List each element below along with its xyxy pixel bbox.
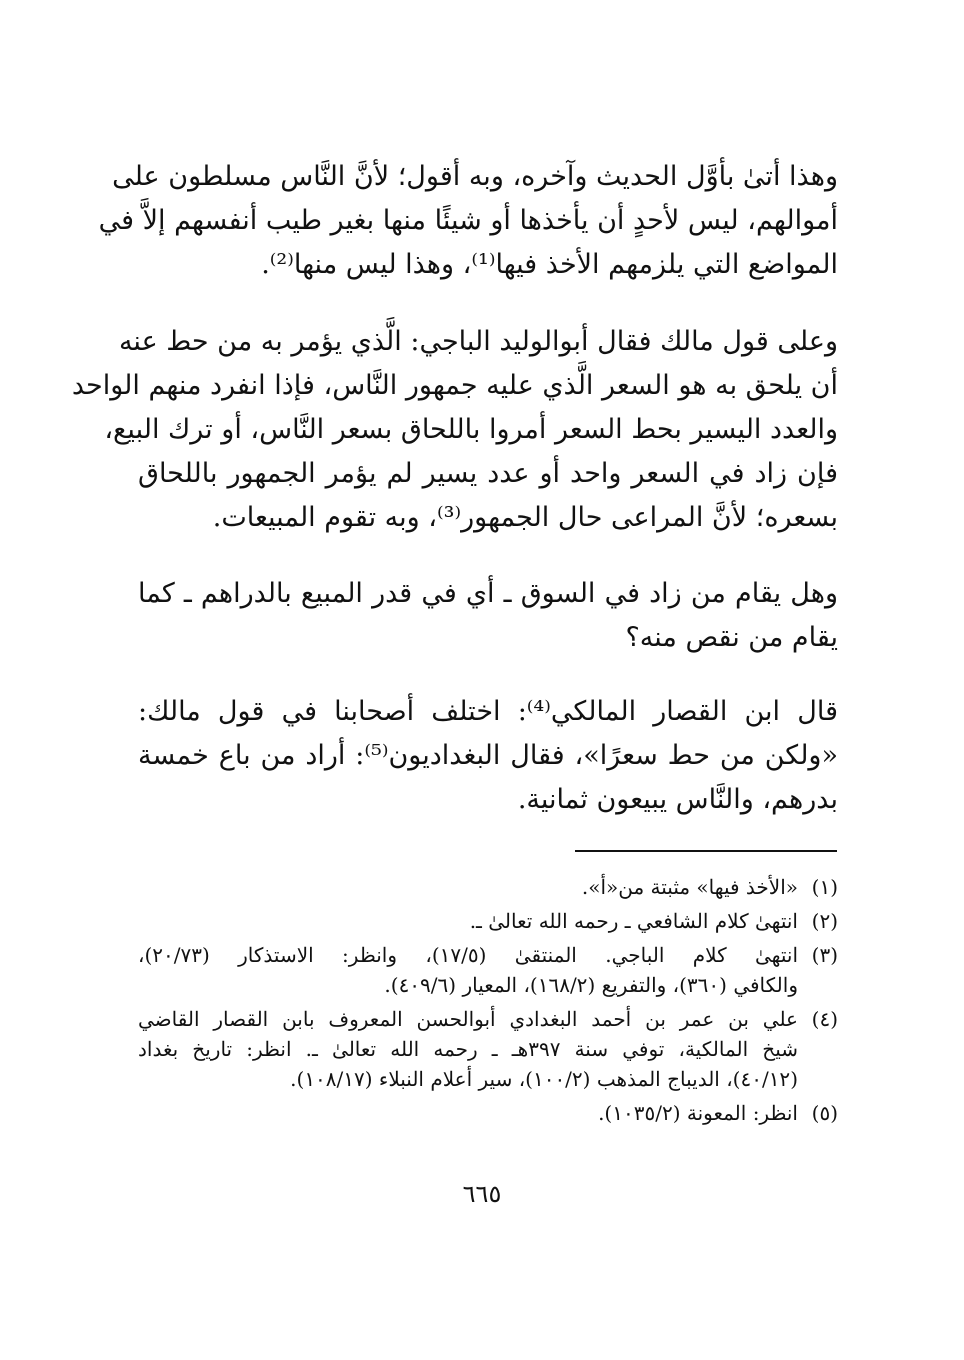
footnote-line: «الأخذ فيها» مثبتة من«أ». [581, 875, 798, 899]
paragraph-3 [138, 572, 838, 660]
text-line: أن يلحق به هو السعر الَّذي عليه جمهور النَّاس، فإذا انفرد منهم الواحد [71, 370, 838, 401]
footnote-line: انتهىٰ كلام الشافعي ـ رحمه الله تعالىٰ ـ. [469, 909, 798, 933]
text-line: بدرهم، والنَّاس يبيعون ثمانية. [517, 784, 838, 815]
text-line: فإن زاد في السعر واحد أو عدد يسير لم يؤمر الجمهور باللحاق [138, 458, 838, 489]
footnotes [138, 872, 838, 1132]
page-number: ٦٦٥ [462, 1180, 502, 1208]
paragraph-1 [98, 155, 838, 287]
text-line: المواضع التي يلزمهم الأخذ فيها⁽¹⁾، وهذا ليس منها⁽²⁾. [261, 249, 838, 280]
paragraph-2 [71, 320, 838, 540]
text-line: «ولكن من حط سعرًا»، فقال البغداديون⁽⁵⁾: أراد من باع خمسة [138, 740, 838, 771]
footnote-divider [575, 850, 837, 852]
text-line: والعدد اليسير بحط السعر أمروا باللحاق بسعر النَّاس، أو ترك البيع، [104, 414, 838, 445]
text-line: وعلى قول مالك فقال أبوالوليد الباجي: الَّذي يؤمر به من حط عنه [118, 326, 838, 357]
footnote-line: انتهىٰ كلام الباجي. المنتقىٰ (١٧/٥)، وانظر: الاستذكار (٢٠/٧٣)، [138, 943, 799, 967]
footnote-line: انظر: المعونة (١٠٣٥/٢). [598, 1101, 798, 1125]
footnote-line: والكافي (٣٦٠)، والتفريع (١٦٨/٢)، المعيار (٤٠٩/٦). [384, 973, 798, 997]
footnote-3 [138, 940, 838, 1000]
footnote-number: (١) [811, 875, 838, 899]
footnote-2 [138, 906, 838, 936]
text-line: بسعره؛ لأنَّ المراعى حال الجمهور⁽³⁾، وبه تقوم المبيعات. [212, 502, 838, 533]
footnote-number: (٣) [811, 943, 838, 967]
footnote-number: (٢) [811, 909, 838, 933]
footnote-5 [138, 1098, 838, 1128]
text-line: وهذا أتىٰ بأوَّل الحديث وآخره، وبه أقول؛ لأنَّ النَّاس مسلطون على [112, 161, 838, 192]
footnote-line: علي بن عمر بن أحمد البغدادي أبوالحسن المعروف بابن القصار القاضي [138, 1007, 798, 1031]
footnote-1 [138, 872, 838, 902]
text-line: وهل يقام من زاد في السوق ـ أي في قدر المبيع بالدراهم ـ كما [138, 578, 838, 609]
text-line: قال ابن القصار المالكي⁽⁴⁾: اختلف أصحابنا في قول مالك: [138, 696, 838, 727]
footnote-line: شيخ المالكية، توفي سنة ٣٩٧هـ ـ رحمه الله تعالىٰ ـ. انظر: تاريخ بغداد [138, 1037, 798, 1061]
footnote-4 [138, 1004, 838, 1094]
footnote-number: (٥) [811, 1101, 838, 1125]
paragraph-4 [138, 690, 838, 822]
footnote-line: (٤٠/١٢)، الديباج المذهب (١٠٠/٢)، سير أعلام النبلاء (١٠٨/١٧). [290, 1067, 798, 1091]
footnote-number: (٤) [811, 1007, 838, 1031]
text-line: يقام من نقص منه؟ [625, 622, 838, 653]
text-line: أموالهم، ليس لأحدٍ أن يأخذها أو شيئًا منها بغير طيب أنفسهم إلاَّ في [98, 205, 838, 236]
